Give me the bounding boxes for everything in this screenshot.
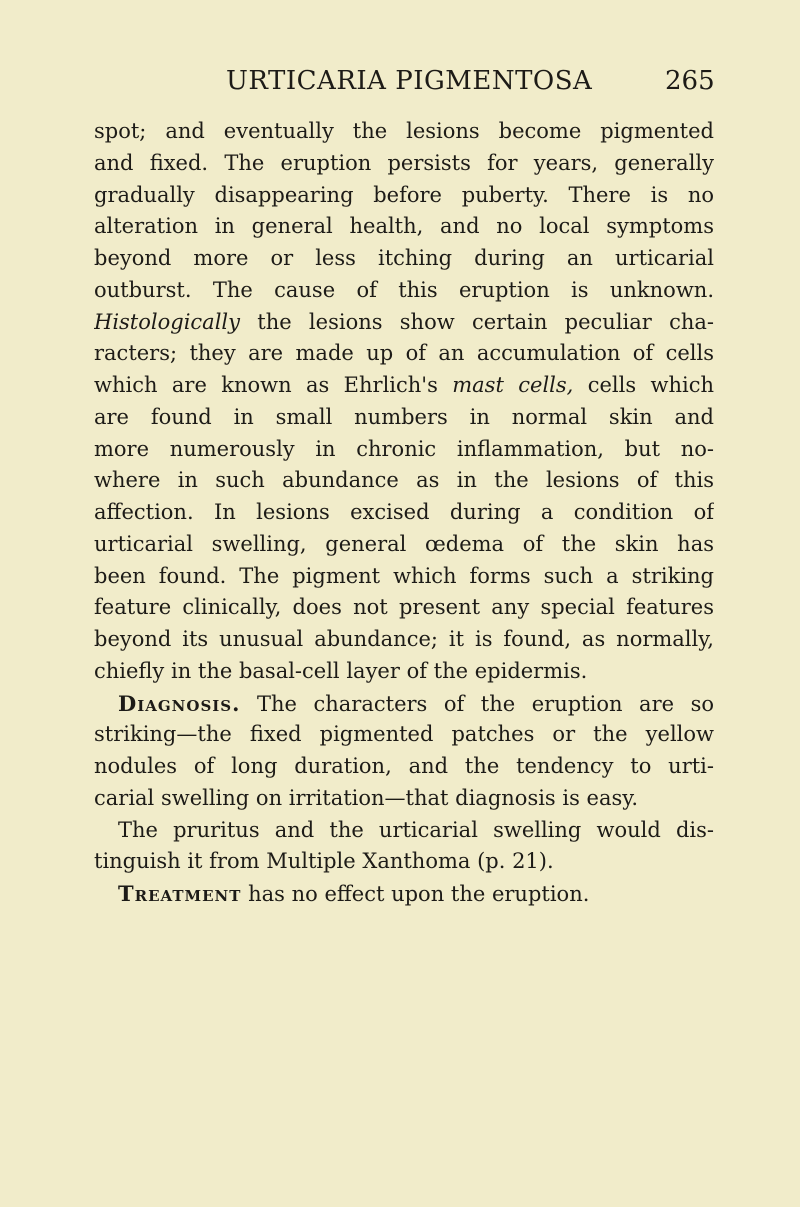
text-line: feature clinically, does not present any special features: [94, 595, 714, 620]
text-line: gradually disappearing before puberty. There is no: [94, 182, 714, 207]
text-line: [94, 307, 714, 339]
page-number: 265: [665, 66, 715, 96]
text-line: where in such abundance as in the lesions of this: [94, 468, 714, 493]
diagnosis-line: [94, 688, 714, 720]
text-line: striking—the fixed pigmented patches or the yellow: [94, 722, 714, 747]
treatment-heading: Treatment: [118, 881, 242, 906]
text-span: has no effect upon the eruption.: [241, 882, 590, 906]
page-header: [0, 66, 800, 106]
text-line: nodules of long duration, and the tendency to urti-: [94, 754, 714, 778]
text-span: The characters of the eruption are so: [240, 691, 714, 716]
body-text: [94, 116, 714, 910]
text-line: carial swelling on irritation—that diagnosis is easy.: [94, 785, 639, 810]
text-line: chiefly in the basal-cell layer of the epidermis.: [94, 658, 588, 683]
text-line: racters; they are made up of an accumulation of cells: [94, 341, 714, 366]
text-line: tinguish it from Multiple Xanthoma (p. 21).: [94, 849, 554, 874]
text-line: [94, 370, 714, 402]
text-line: and fixed. The eruption persists for years, generally: [94, 150, 714, 175]
text-span: which are known as Ehrlich's: [94, 373, 453, 397]
text-line: spot; and eventually the lesions become pigmented: [94, 119, 714, 143]
diagnosis-heading: Diagnosis.: [118, 690, 241, 716]
text-line: outburst. The cause of this eruption is unknown.: [94, 277, 714, 302]
text-line: beyond more or less itching during an urticarial: [94, 246, 714, 270]
text-line: more numerously in chronic inflammation, but no-: [94, 436, 714, 461]
histologically-italic: Histologically: [94, 309, 240, 334]
text-line: beyond its unusual abundance; it is found, as normally,: [94, 627, 714, 651]
text-line: alteration in general health, and no local symptoms: [94, 214, 714, 239]
text-span: cells which: [573, 373, 714, 397]
text-line: The pruritus and the urticarial swelling would dis-: [118, 817, 714, 842]
running-title: URTICARIA PIGMENTOSA: [226, 66, 593, 96]
text-line: been found. The pigment which forms such a striking: [94, 563, 714, 588]
mast-cells-italic: mast cells,: [452, 373, 574, 397]
treatment-line: [94, 878, 714, 910]
text-line: are found in small numbers in normal skin and: [94, 404, 714, 429]
text-span: the lesions show certain peculiar cha-: [240, 309, 714, 334]
text-line: affection. In lesions excised during a condition of: [94, 500, 714, 524]
text-line: urticarial swelling, general œdema of the skin has: [94, 531, 714, 556]
